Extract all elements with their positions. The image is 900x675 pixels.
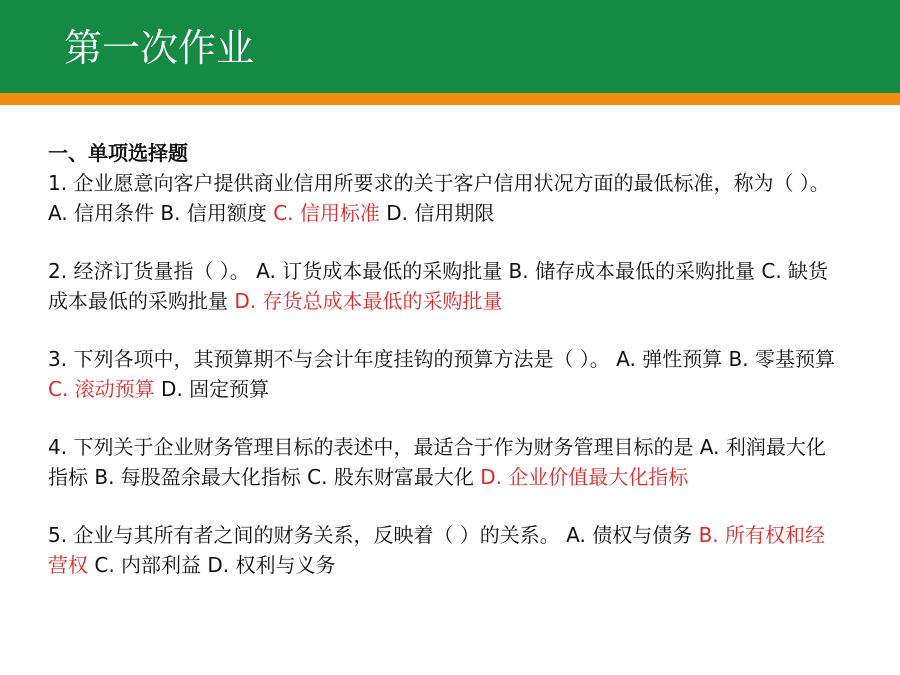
question-3-answer: C. 滚动预算	[48, 377, 155, 401]
slide-body	[48, 138, 838, 608]
question-5-tail: C. 内部利益 D. 权利与义务	[88, 553, 336, 577]
question-2	[48, 256, 838, 316]
question-3-tail: D. 固定预算	[154, 377, 270, 401]
slide-title: 第一次作业	[64, 26, 255, 70]
question-1-tail: D. 信用期限	[379, 201, 495, 225]
question-3	[48, 344, 838, 404]
question-4-answer: D. 企业价值最大化指标	[480, 465, 689, 489]
question-1-stem: 1. 企业愿意向客户提供商业信用所要求的关于客户信用状况方面的最低标准，称为（ ）。 A. 信用条件 B. 信用额度	[48, 171, 830, 225]
section-heading: 一、单项选择题	[48, 141, 188, 165]
header-accent-stripe	[0, 93, 900, 105]
question-2-answer: D. 存货总成本最低的采购批量	[234, 289, 503, 313]
question-4	[48, 432, 838, 492]
question-5-answer: B. 所有权和经营权	[48, 523, 825, 577]
question-5-stem: 5. 企业与其所有者之间的财务关系，反映着（ ）的关系。 A. 债权与债务	[48, 523, 699, 547]
question-1	[48, 168, 838, 228]
question-4-stem: 4. 下列关于企业财务管理目标的表述中，最适合于作为财务管理目标的是 A. 利润最大化指标 B. 每股盈余最大化指标 C. 股东财富最大化	[48, 435, 826, 489]
question-3-stem: 3. 下列各项中，其预算期不与会计年度挂钩的预算方法是（ ）。 A. 弹性预算 B. 零基预算	[48, 347, 835, 371]
question-2-stem: 2. 经济订货量指（ ）。 A. 订货成本最低的采购批量 B. 储存成本最低的采购批量 C. 缺货成本最低的采购批量	[48, 259, 829, 313]
question-5	[48, 520, 838, 580]
question-1-answer: C. 信用标准	[273, 201, 380, 225]
